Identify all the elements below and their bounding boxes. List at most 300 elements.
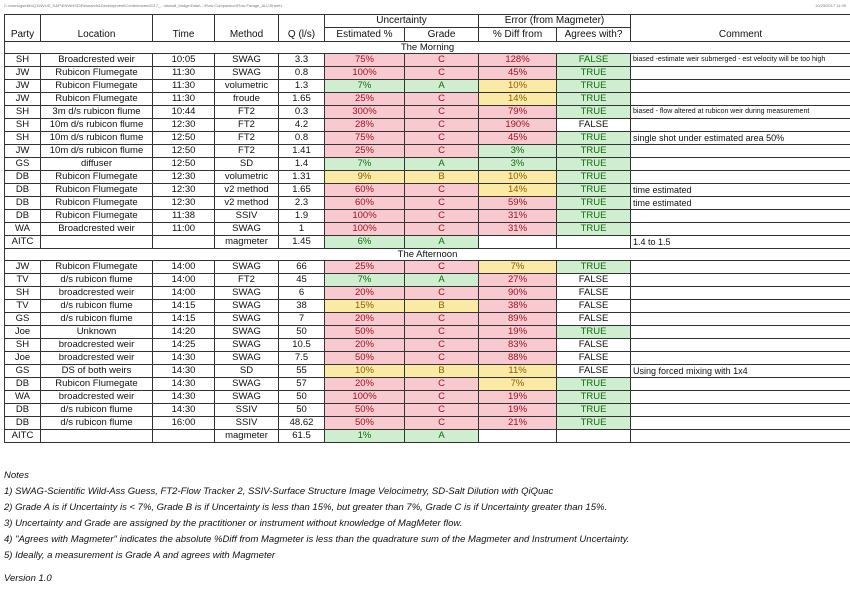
- cell-estimated: 60%: [325, 197, 405, 210]
- cell-method: FT2: [215, 145, 279, 158]
- cell-time: 11:30: [153, 67, 215, 80]
- cell-diff: 11%: [479, 365, 557, 378]
- note-item: 1) SWAG-Scientific Wild-Ass Guess, FT2-Flow Tracker 2, SSIV-Surface Structure Image Velocimetry, SD-Salt Dilution with QiQuac: [4, 486, 554, 497]
- cell-estimated: 100%: [325, 67, 405, 80]
- table-row: [5, 313, 850, 326]
- cell-comment: [631, 313, 850, 326]
- cell-party: AITC: [5, 430, 41, 443]
- cell-comment: biased -estimate weir submerged - est velocity will be too high: [631, 54, 850, 67]
- cell-party: TV: [5, 300, 41, 313]
- cell-grade: C: [405, 67, 479, 80]
- cell-grade: C: [405, 313, 479, 326]
- cell-location: broadcrested weir: [41, 287, 153, 300]
- table-row: [5, 365, 850, 378]
- col-header-diff: % Diff from: [479, 28, 557, 42]
- cell-time: [153, 430, 215, 443]
- cell-location: Rubicon Flumegate: [41, 210, 153, 223]
- cell-method: SWAG: [215, 378, 279, 391]
- cell-time: 14:15: [153, 300, 215, 313]
- table-row: [5, 197, 850, 210]
- cell-q: 38: [279, 300, 325, 313]
- cell-q: 1.45: [279, 236, 325, 249]
- cell-comment: [631, 261, 850, 274]
- cell-party: Joe: [5, 326, 41, 339]
- cell-estimated: 50%: [325, 326, 405, 339]
- cell-estimated: 25%: [325, 261, 405, 274]
- cell-party: DB: [5, 378, 41, 391]
- cell-agrees: FALSE: [557, 313, 631, 326]
- cell-agrees: TRUE: [557, 158, 631, 171]
- cell-agrees: TRUE: [557, 404, 631, 417]
- cell-comment: [631, 274, 850, 287]
- cell-grade: C: [405, 93, 479, 106]
- cell-party: SH: [5, 287, 41, 300]
- cell-time: 12:50: [153, 145, 215, 158]
- cell-grade: C: [405, 184, 479, 197]
- cell-comment: [631, 430, 850, 443]
- cell-diff: 38%: [479, 300, 557, 313]
- flow-comparison-sheet: [4, 14, 850, 443]
- cell-time: 10:44: [153, 106, 215, 119]
- col-header-grade: Grade: [405, 28, 479, 42]
- cell-method: froude: [215, 93, 279, 106]
- cell-location: d/s rubicon flume: [41, 274, 153, 287]
- cell-q: 3.3: [279, 54, 325, 67]
- cell-grade: A: [405, 236, 479, 249]
- cell-estimated: 10%: [325, 365, 405, 378]
- note-item: 5) Ideally, a measurement is Grade A and agrees with Magmeter: [4, 550, 276, 561]
- cell-q: 50: [279, 404, 325, 417]
- cell-estimated: 100%: [325, 210, 405, 223]
- cell-location: Rubicon Flumegate: [41, 197, 153, 210]
- cell-estimated: 50%: [325, 417, 405, 430]
- cell-q: 1.65: [279, 93, 325, 106]
- col-header-time: Time: [153, 28, 215, 42]
- cell-time: 11:38: [153, 210, 215, 223]
- cell-method: SSIV: [215, 417, 279, 430]
- cell-location: DS of both weirs: [41, 365, 153, 378]
- cell-agrees: FALSE: [557, 119, 631, 132]
- cell-method: magmeter: [215, 430, 279, 443]
- cell-party: JW: [5, 261, 41, 274]
- cell-party: GS: [5, 365, 41, 378]
- cell-time: 12:50: [153, 132, 215, 145]
- cell-diff: 14%: [479, 184, 557, 197]
- cell-diff: 45%: [479, 132, 557, 145]
- cell-q: 57: [279, 378, 325, 391]
- cell-time: 14:30: [153, 378, 215, 391]
- cell-time: 12:50: [153, 158, 215, 171]
- cell-method: SWAG: [215, 326, 279, 339]
- cell-comment: [631, 300, 850, 313]
- cell-estimated: 60%: [325, 184, 405, 197]
- cell-location: [41, 430, 153, 443]
- cell-estimated: 100%: [325, 391, 405, 404]
- cell-method: SWAG: [215, 67, 279, 80]
- cell-estimated: 20%: [325, 287, 405, 300]
- cell-method: SWAG: [215, 223, 279, 236]
- cell-diff: 128%: [479, 54, 557, 67]
- cell-agrees: TRUE: [557, 132, 631, 145]
- cell-location: Unknown: [41, 326, 153, 339]
- cell-diff: 190%: [479, 119, 557, 132]
- cell-time: 14:30: [153, 365, 215, 378]
- col-header-agrees: Agrees with?: [557, 28, 631, 42]
- cell-method: FT2: [215, 106, 279, 119]
- cell-diff: 31%: [479, 210, 557, 223]
- cell-diff: 31%: [479, 223, 557, 236]
- cell-q: 50: [279, 391, 325, 404]
- cell-estimated: 100%: [325, 223, 405, 236]
- col-header-party: Party: [5, 28, 41, 42]
- cell-method: FT2: [215, 132, 279, 145]
- cell-diff: [479, 430, 557, 443]
- cell-time: 12:30: [153, 184, 215, 197]
- cell-comment: [631, 158, 850, 171]
- cell-time: 12:30: [153, 197, 215, 210]
- cell-diff: 88%: [479, 352, 557, 365]
- cell-estimated: 20%: [325, 339, 405, 352]
- cell-comment: [631, 80, 850, 93]
- cell-agrees: FALSE: [557, 352, 631, 365]
- cell-q: 61.5: [279, 430, 325, 443]
- table-row: [5, 54, 850, 67]
- col-header-location: Location: [41, 28, 153, 42]
- cell-q: 4.2: [279, 119, 325, 132]
- cell-time: 12:30: [153, 119, 215, 132]
- table-row: [5, 67, 850, 80]
- cell-time: 16:00: [153, 417, 215, 430]
- cell-agrees: TRUE: [557, 184, 631, 197]
- cell-method: SWAG: [215, 300, 279, 313]
- cell-q: 1.9: [279, 210, 325, 223]
- cell-diff: 59%: [479, 197, 557, 210]
- cell-grade: C: [405, 210, 479, 223]
- cell-diff: 19%: [479, 391, 557, 404]
- col-header-estimated: Estimated %: [325, 28, 405, 42]
- cell-time: 14:30: [153, 352, 215, 365]
- cell-party: DB: [5, 210, 41, 223]
- cell-diff: 79%: [479, 106, 557, 119]
- cell-location: 10m d/s rubicon flume: [41, 145, 153, 158]
- cell-grade: A: [405, 274, 479, 287]
- cell-time: 14:15: [153, 313, 215, 326]
- note-item: 2) Grade A is if Uncertainty is < 7%, Grade B is if Uncertainty is less than 15%, but greater than 7%, Grade C is if Uncertainty greater than 15%.: [4, 502, 608, 513]
- cell-party: SH: [5, 54, 41, 67]
- cell-party: JW: [5, 93, 41, 106]
- cell-agrees: TRUE: [557, 80, 631, 93]
- cell-diff: 90%: [479, 287, 557, 300]
- cell-location: Rubicon Flumegate: [41, 93, 153, 106]
- table-row: [5, 80, 850, 93]
- cell-location: Broadcrested weir: [41, 54, 153, 67]
- cell-grade: C: [405, 326, 479, 339]
- cell-location: 3m d/s rubicon flume: [41, 106, 153, 119]
- cell-grade: C: [405, 145, 479, 158]
- cell-diff: 19%: [479, 404, 557, 417]
- cell-grade: B: [405, 171, 479, 184]
- cell-estimated: 1%: [325, 430, 405, 443]
- table-row: [5, 391, 850, 404]
- cell-diff: 10%: [479, 80, 557, 93]
- version-label: Version 1.0: [4, 573, 52, 584]
- cell-grade: C: [405, 417, 479, 430]
- cell-method: v2 method: [215, 197, 279, 210]
- cell-agrees: TRUE: [557, 223, 631, 236]
- cell-party: SH: [5, 339, 41, 352]
- cell-method: v2 method: [215, 184, 279, 197]
- print-header: [4, 3, 846, 10]
- cell-party: DB: [5, 171, 41, 184]
- cell-party: WA: [5, 391, 41, 404]
- cell-location: 10m d/s rubicon flume: [41, 119, 153, 132]
- cell-party: GS: [5, 313, 41, 326]
- cell-method: SWAG: [215, 54, 279, 67]
- header-spacer: [215, 15, 279, 28]
- cell-grade: C: [405, 197, 479, 210]
- section-title: The Afternoon: [5, 249, 850, 261]
- table-row: [5, 236, 850, 249]
- cell-grade: C: [405, 391, 479, 404]
- cell-estimated: 9%: [325, 171, 405, 184]
- cell-grade: C: [405, 223, 479, 236]
- table-row: [5, 274, 850, 287]
- cell-diff: 19%: [479, 326, 557, 339]
- cell-comment: [631, 223, 850, 236]
- table-row: [5, 352, 850, 365]
- cell-grade: A: [405, 430, 479, 443]
- cell-grade: C: [405, 132, 479, 145]
- cell-q: 55: [279, 365, 325, 378]
- cell-comment: [631, 210, 850, 223]
- cell-agrees: FALSE: [557, 287, 631, 300]
- section-header-row: [5, 42, 850, 54]
- cell-method: volumetric: [215, 171, 279, 184]
- cell-comment: [631, 352, 850, 365]
- cell-time: 14:20: [153, 326, 215, 339]
- cell-estimated: 7%: [325, 80, 405, 93]
- cell-comment: [631, 93, 850, 106]
- cell-agrees: FALSE: [557, 339, 631, 352]
- uncertainty-group-header: Uncertainty: [325, 15, 479, 28]
- section-header-row: [5, 249, 850, 261]
- cell-estimated: 6%: [325, 236, 405, 249]
- table-row: [5, 119, 850, 132]
- cell-agrees: FALSE: [557, 54, 631, 67]
- notes-heading: Notes: [4, 470, 29, 481]
- cell-estimated: 7%: [325, 274, 405, 287]
- cell-method: volumetric: [215, 80, 279, 93]
- cell-location: d/s rubicon flume: [41, 404, 153, 417]
- cell-time: 10:05: [153, 54, 215, 67]
- cell-party: DB: [5, 417, 41, 430]
- cell-estimated: 20%: [325, 313, 405, 326]
- cell-q: 2.3: [279, 197, 325, 210]
- table-row: [5, 93, 850, 106]
- cell-comment: Using forced mixing with 1x4: [631, 365, 850, 378]
- table-row: [5, 210, 850, 223]
- cell-agrees: FALSE: [557, 300, 631, 313]
- cell-party: JW: [5, 80, 41, 93]
- cell-estimated: 50%: [325, 352, 405, 365]
- cell-comment: [631, 326, 850, 339]
- cell-time: 14:00: [153, 287, 215, 300]
- table-row: [5, 145, 850, 158]
- cell-estimated: 300%: [325, 106, 405, 119]
- cell-method: SWAG: [215, 313, 279, 326]
- note-item: 4) "Agrees with Magmeter" indicates the absolute %Diff from Magmeter is less than the quadrature sum of the Magmeter and Instrument Uncertainty.: [4, 534, 630, 545]
- header-spacer: [631, 15, 850, 28]
- table-row: [5, 404, 850, 417]
- col-header-method: Method: [215, 28, 279, 42]
- cell-q: 50: [279, 326, 325, 339]
- cell-location: Rubicon Flumegate: [41, 171, 153, 184]
- error-group-header: Error (from Magmeter): [479, 15, 631, 28]
- cell-location: Rubicon Flumegate: [41, 67, 153, 80]
- cell-estimated: 28%: [325, 119, 405, 132]
- cell-time: [153, 236, 215, 249]
- cell-comment: [631, 417, 850, 430]
- cell-method: SWAG: [215, 287, 279, 300]
- cell-estimated: 25%: [325, 93, 405, 106]
- cell-estimated: 75%: [325, 54, 405, 67]
- cell-party: AITC: [5, 236, 41, 249]
- cell-comment: [631, 67, 850, 80]
- cell-location: d/s rubicon flume: [41, 300, 153, 313]
- cell-method: SD: [215, 365, 279, 378]
- cell-diff: 45%: [479, 67, 557, 80]
- cell-estimated: 25%: [325, 145, 405, 158]
- cell-grade: C: [405, 287, 479, 300]
- cell-method: SWAG: [215, 339, 279, 352]
- cell-location: Rubicon Flumegate: [41, 184, 153, 197]
- cell-grade: C: [405, 404, 479, 417]
- cell-agrees: TRUE: [557, 171, 631, 184]
- cell-agrees: TRUE: [557, 93, 631, 106]
- cell-time: 12:30: [153, 171, 215, 184]
- cell-q: 0.8: [279, 132, 325, 145]
- cell-agrees: FALSE: [557, 274, 631, 287]
- cell-estimated: 20%: [325, 378, 405, 391]
- cell-agrees: TRUE: [557, 106, 631, 119]
- cell-agrees: TRUE: [557, 145, 631, 158]
- cell-time: 14:30: [153, 404, 215, 417]
- cell-diff: 7%: [479, 261, 557, 274]
- cell-location: Rubicon Flumegate: [41, 80, 153, 93]
- cell-time: 11:30: [153, 80, 215, 93]
- cell-method: SSIV: [215, 404, 279, 417]
- table-row: [5, 339, 850, 352]
- cell-q: 1.3: [279, 80, 325, 93]
- cell-q: 7: [279, 313, 325, 326]
- cell-method: SWAG: [215, 261, 279, 274]
- cell-q: 1.65: [279, 184, 325, 197]
- cell-method: SD: [215, 158, 279, 171]
- cell-location: Broadcrested weir: [41, 223, 153, 236]
- cell-agrees: TRUE: [557, 261, 631, 274]
- cell-q: 1.4: [279, 158, 325, 171]
- table-row: [5, 132, 850, 145]
- cell-agrees: [557, 430, 631, 443]
- cell-diff: 89%: [479, 313, 557, 326]
- cell-party: DB: [5, 197, 41, 210]
- cell-grade: B: [405, 300, 479, 313]
- cell-party: JW: [5, 67, 41, 80]
- table-row: [5, 184, 850, 197]
- cell-q: 6: [279, 287, 325, 300]
- table-row: [5, 378, 850, 391]
- cell-location: d/s rubicon flume: [41, 417, 153, 430]
- cell-agrees: TRUE: [557, 197, 631, 210]
- notes-block: [4, 468, 844, 564]
- cell-party: DB: [5, 404, 41, 417]
- cell-diff: [479, 236, 557, 249]
- cell-location: diffuser: [41, 158, 153, 171]
- cell-q: 7.5: [279, 352, 325, 365]
- cell-diff: 27%: [479, 274, 557, 287]
- cell-location: broadcrested weir: [41, 339, 153, 352]
- cell-agrees: TRUE: [557, 417, 631, 430]
- file-path: C:\users\gsmith\Q1\NVUS_S&P\EN\NHSD\Research&Development\Conferences\2017_...\dsmall_bridge\Data\...\Flow Comparison\Flow Forage_ALL\Sheet1: [4, 3, 283, 8]
- cell-agrees: TRUE: [557, 67, 631, 80]
- cell-location: [41, 236, 153, 249]
- cell-method: magmeter: [215, 236, 279, 249]
- cell-q: 1.31: [279, 171, 325, 184]
- cell-comment: [631, 145, 850, 158]
- cell-grade: C: [405, 261, 479, 274]
- cell-time: 11:00: [153, 223, 215, 236]
- cell-comment: biased - flow altered at rubicon weir during measurement: [631, 106, 850, 119]
- cell-q: 45: [279, 274, 325, 287]
- flow-comparison-table: [4, 14, 850, 443]
- cell-grade: A: [405, 80, 479, 93]
- cell-grade: A: [405, 158, 479, 171]
- cell-party: Joe: [5, 352, 41, 365]
- header-row-groups: [5, 15, 850, 28]
- cell-q: 1: [279, 223, 325, 236]
- cell-grade: C: [405, 352, 479, 365]
- table-row: [5, 430, 850, 443]
- cell-q: 48.62: [279, 417, 325, 430]
- cell-grade: C: [405, 378, 479, 391]
- cell-grade: C: [405, 106, 479, 119]
- cell-comment: time estimated: [631, 184, 850, 197]
- cell-comment: [631, 171, 850, 184]
- cell-grade: C: [405, 54, 479, 67]
- cell-q: 66: [279, 261, 325, 274]
- cell-grade: C: [405, 119, 479, 132]
- table-row: [5, 171, 850, 184]
- table-row: [5, 287, 850, 300]
- cell-party: SH: [5, 132, 41, 145]
- cell-grade: C: [405, 339, 479, 352]
- cell-comment: [631, 404, 850, 417]
- cell-location: broadcrested weir: [41, 391, 153, 404]
- cell-party: GS: [5, 158, 41, 171]
- table-row: [5, 158, 850, 171]
- cell-time: 14:25: [153, 339, 215, 352]
- cell-party: WA: [5, 223, 41, 236]
- table-row: [5, 106, 850, 119]
- cell-time: 14:30: [153, 391, 215, 404]
- cell-estimated: 75%: [325, 132, 405, 145]
- cell-diff: 10%: [479, 171, 557, 184]
- cell-diff: 3%: [479, 158, 557, 171]
- cell-agrees: [557, 236, 631, 249]
- cell-method: SWAG: [215, 352, 279, 365]
- cell-time: 11:30: [153, 93, 215, 106]
- table-row: [5, 417, 850, 430]
